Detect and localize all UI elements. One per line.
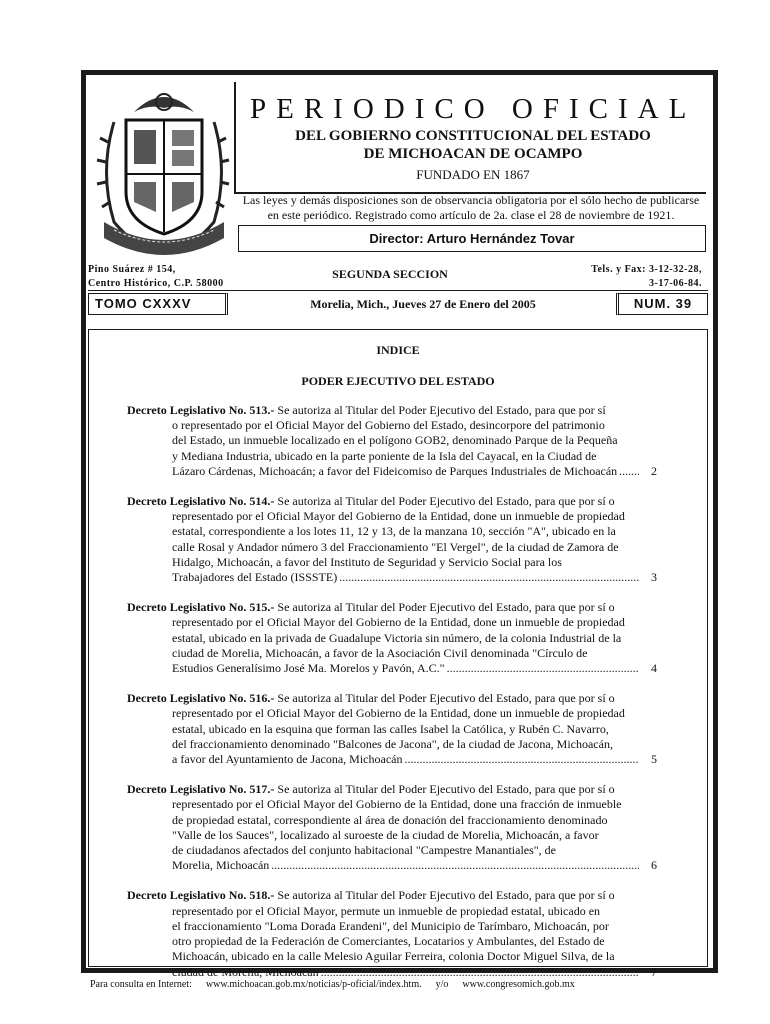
index-entry[interactable]: [127, 403, 657, 479]
decree-summary-last-line: [127, 464, 657, 479]
masthead-subtitle-line2: DE MICHOACAN DE OCAMPO: [363, 146, 583, 162]
masthead-subtitle-line1: DEL GOBIERNO CONSTITUCIONAL DEL ESTADO: [295, 128, 651, 144]
dot-leader: [619, 464, 639, 479]
index-entry[interactable]: [127, 691, 657, 767]
decree-summary-line: "Valle de los Sauces", localizado al suroeste de la ciudad de Morelia, Michoacán, a favor: [172, 827, 599, 842]
decree-number: Decreto Legislativo No. 517.-: [127, 782, 275, 797]
legal-notice-line2: en este periódico. Registrado como artículo de 2a. clase el 28 de noviembre de 1921.: [267, 208, 675, 222]
decree-summary-start: Se autoriza al Titular del Poder Ejecutivo del Estado, para que por sí: [274, 403, 606, 417]
dot-leader: [404, 752, 639, 767]
decree-summary-line: representado por el Oficial Mayor del Gobierno de la Entidad, done un inmueble de propiedad: [172, 615, 625, 630]
page-number: 3: [651, 570, 657, 585]
decree-summary-line: otro propiedad de la Federación de Comerciantes, Locatarios y Ambulantes, del Estado de: [172, 934, 605, 949]
index-entry-first-line: [127, 403, 657, 418]
decree-summary-line: Hidalgo, Michoacán, a favor del Instituto de Seguridad y Servicio Social para los: [172, 554, 562, 569]
index-entry-first-line: [127, 782, 657, 797]
page-number: 5: [651, 752, 657, 767]
legal-notice: [236, 193, 706, 223]
legal-notice-line1: Las leyes y demás disposiciones son de observancia obligatoria por el sólo hecho de publicarse: [242, 193, 700, 207]
index-entries: [127, 403, 657, 995]
index-heading: INDICE: [376, 343, 420, 357]
decree-summary-line: estatal, correspondiente a los lotes 11, 12 y 13, de la manzana 10, sección "A", ubicado en la: [172, 524, 616, 539]
decree-number: Decreto Legislativo No. 514.-: [127, 494, 275, 509]
footer-link-congreso[interactable]: www.congresomich.gob.mx: [462, 979, 575, 990]
index-entry-first-line: [127, 600, 657, 615]
decree-summary-line: representado por el Oficial Mayor, permute un inmueble de propiedad estatal, ubicado en: [172, 903, 601, 918]
decree-summary-line: de propiedad estatal, correspondiente al área de donación del fraccionamiento denominado: [172, 812, 608, 827]
phones-line1: Tels. y Fax: 3-12-32-28,: [591, 264, 702, 275]
decree-number: Decreto Legislativo No. 513.-: [127, 403, 275, 417]
decree-summary-last-line: [127, 752, 657, 767]
decree-summary-line: del Estado, un inmueble localizado en el polígono GOB2, denominado Parque de la Pequeña: [172, 433, 618, 448]
decree-summary-line: Michoacán, ubicado en la calle Melesio Aguilar Ferreira, colonia Doctor Miguel Silva, de la: [172, 949, 615, 964]
dot-leader: [321, 965, 639, 980]
decree-summary-end: Lázaro Cárdenas, Michoacán; a favor del Fideicomiso de Parques Industriales de Michoacán: [172, 463, 618, 478]
page-number: 2: [651, 463, 657, 478]
footer-prefix: Para consulta en Internet:: [90, 979, 192, 990]
decree-summary-end: ciudad de Morelia, Michoacán: [172, 964, 319, 979]
footer-separator: y/o: [435, 979, 449, 990]
dot-leader: [271, 858, 639, 873]
index-entry-first-line: [127, 888, 657, 903]
decree-number: Decreto Legislativo No. 518.-: [127, 888, 275, 903]
issue-number: NUM. 39: [616, 293, 708, 315]
index-entry-first-line: [127, 494, 657, 509]
phone-numbers: [591, 263, 702, 291]
decree-summary-start: Se autoriza al Titular del Poder Ejecutivo del Estado, para que por sí o: [274, 691, 615, 706]
decree-number: Decreto Legislativo No. 516.-: [127, 691, 275, 706]
decree-number: Decreto Legislativo No. 515.-: [127, 600, 275, 615]
decree-summary-line: calle Rosal y Andador número 3 del Fraccionamiento "El Vergel", de la ciudad de Zamora de: [172, 539, 619, 554]
decree-summary-end: Estudios Generalísimo José Ma. Morelos y Pavón, A.C.": [172, 661, 445, 676]
decree-summary-line: representado por el Oficial Mayor del Gobierno de la Entidad, done un inmueble de propiedad: [172, 706, 625, 721]
decree-summary-line: estatal, ubicado en la esquina que forman las calles Isabel la Católica, y Rubén C. Navarro,: [172, 721, 609, 736]
decree-summary-end: a favor del Ayuntamiento de Jacona, Michoacán: [172, 752, 403, 767]
dot-leader: [447, 661, 639, 676]
decree-summary-start: Se autoriza al Titular del Poder Ejecutivo del Estado, para que por sí o: [274, 600, 615, 615]
address-line1: Pino Suárez # 154,: [88, 264, 176, 275]
footer-link-periodico[interactable]: www.michoacan.gob.mx/noticias/p-oficial/index.htm.: [205, 979, 422, 990]
decree-summary-line: ciudad de Morelia, Michoacán, a favor de la Asociación Civil denominada "Círculo de: [172, 645, 588, 660]
page-number: 6: [651, 858, 657, 873]
index-entry[interactable]: [127, 600, 657, 676]
issue-date: Morelia, Mich., Jueves 27 de Enero del 2005: [310, 297, 536, 311]
decree-summary-start: Se autoriza al Titular del Poder Ejecutivo del Estado, para que por sí o: [274, 782, 615, 797]
decree-summary-start: Se autoriza al Titular del Poder Ejecutivo del Estado, para que por sí o: [274, 888, 615, 903]
index-entry[interactable]: [127, 888, 657, 979]
masthead-title: PERIODICO OFICIAL: [250, 93, 697, 125]
decree-summary-last-line: [127, 858, 657, 873]
decree-summary-end: Trabajadores del Estado (ISSSTE): [172, 570, 338, 585]
page-number: 4: [651, 661, 657, 676]
decree-summary-line: estatal, ubicado en la privada de Guadalupe Victoria sin número, de la colonia Industrial de la: [172, 630, 622, 645]
decree-summary-start: Se autoriza al Titular del Poder Ejecutivo del Estado, para que por sí o: [274, 494, 615, 509]
page-number: 7: [651, 964, 657, 979]
decree-summary-line: o representado por el Oficial Mayor del Gobierno del Estado, desincorpore del patrimonio: [172, 418, 605, 433]
director-name: Director: Arturo Hernández Tovar: [238, 225, 706, 252]
phones-line2: 3-17-06-84.: [649, 278, 702, 289]
issue-info-row: [88, 293, 708, 315]
decree-summary-last-line: [127, 661, 657, 676]
index-subheading: PODER EJECUTIVO DEL ESTADO: [301, 374, 495, 388]
decree-summary-line: y Mediana Industria, ubicado en la parte poniente de la Isla del Cayacal, en la Ciudad de: [172, 448, 597, 463]
decree-summary-line: de ciudadanos afectados del conjunto habitacional "Campestre Manantiales", de: [172, 843, 556, 858]
index-entry-first-line: [127, 691, 657, 706]
header-divider: [88, 290, 708, 291]
founded-year: FUNDADO EN 1867: [416, 167, 530, 182]
office-address: [88, 263, 224, 291]
decree-summary-last-line: [127, 965, 657, 980]
dot-leader: [339, 570, 639, 585]
decree-summary-end: Morelia, Michoacán: [172, 858, 270, 873]
decree-summary-last-line: [127, 570, 657, 585]
section-name: SEGUNDA SECCION: [332, 267, 448, 281]
decree-summary-line: del fraccionamiento denominado "Balcones de Jacona", de la ciudad de Jacona, Michoacán,: [172, 736, 613, 751]
index-entry[interactable]: [127, 494, 657, 585]
decree-summary-line: representado por el Oficial Mayor del Gobierno de la Entidad, done una fracción de inmueble: [172, 797, 622, 812]
index-entry[interactable]: [127, 782, 657, 873]
address-line2: Centro Histórico, C.P. 58000: [88, 278, 224, 289]
footer: [90, 979, 710, 990]
volume-label: TOMO CXXXV: [88, 293, 228, 315]
decree-summary-line: representado por el Oficial Mayor del Gobierno de la Entidad, done un inmueble de propiedad: [172, 509, 625, 524]
state-coat-of-arms-emblem: [94, 82, 234, 256]
decree-summary-line: el fraccionamiento "Loma Dorada Erandeni", del Municipio de Tarímbaro, Michoacán, por: [172, 918, 609, 933]
